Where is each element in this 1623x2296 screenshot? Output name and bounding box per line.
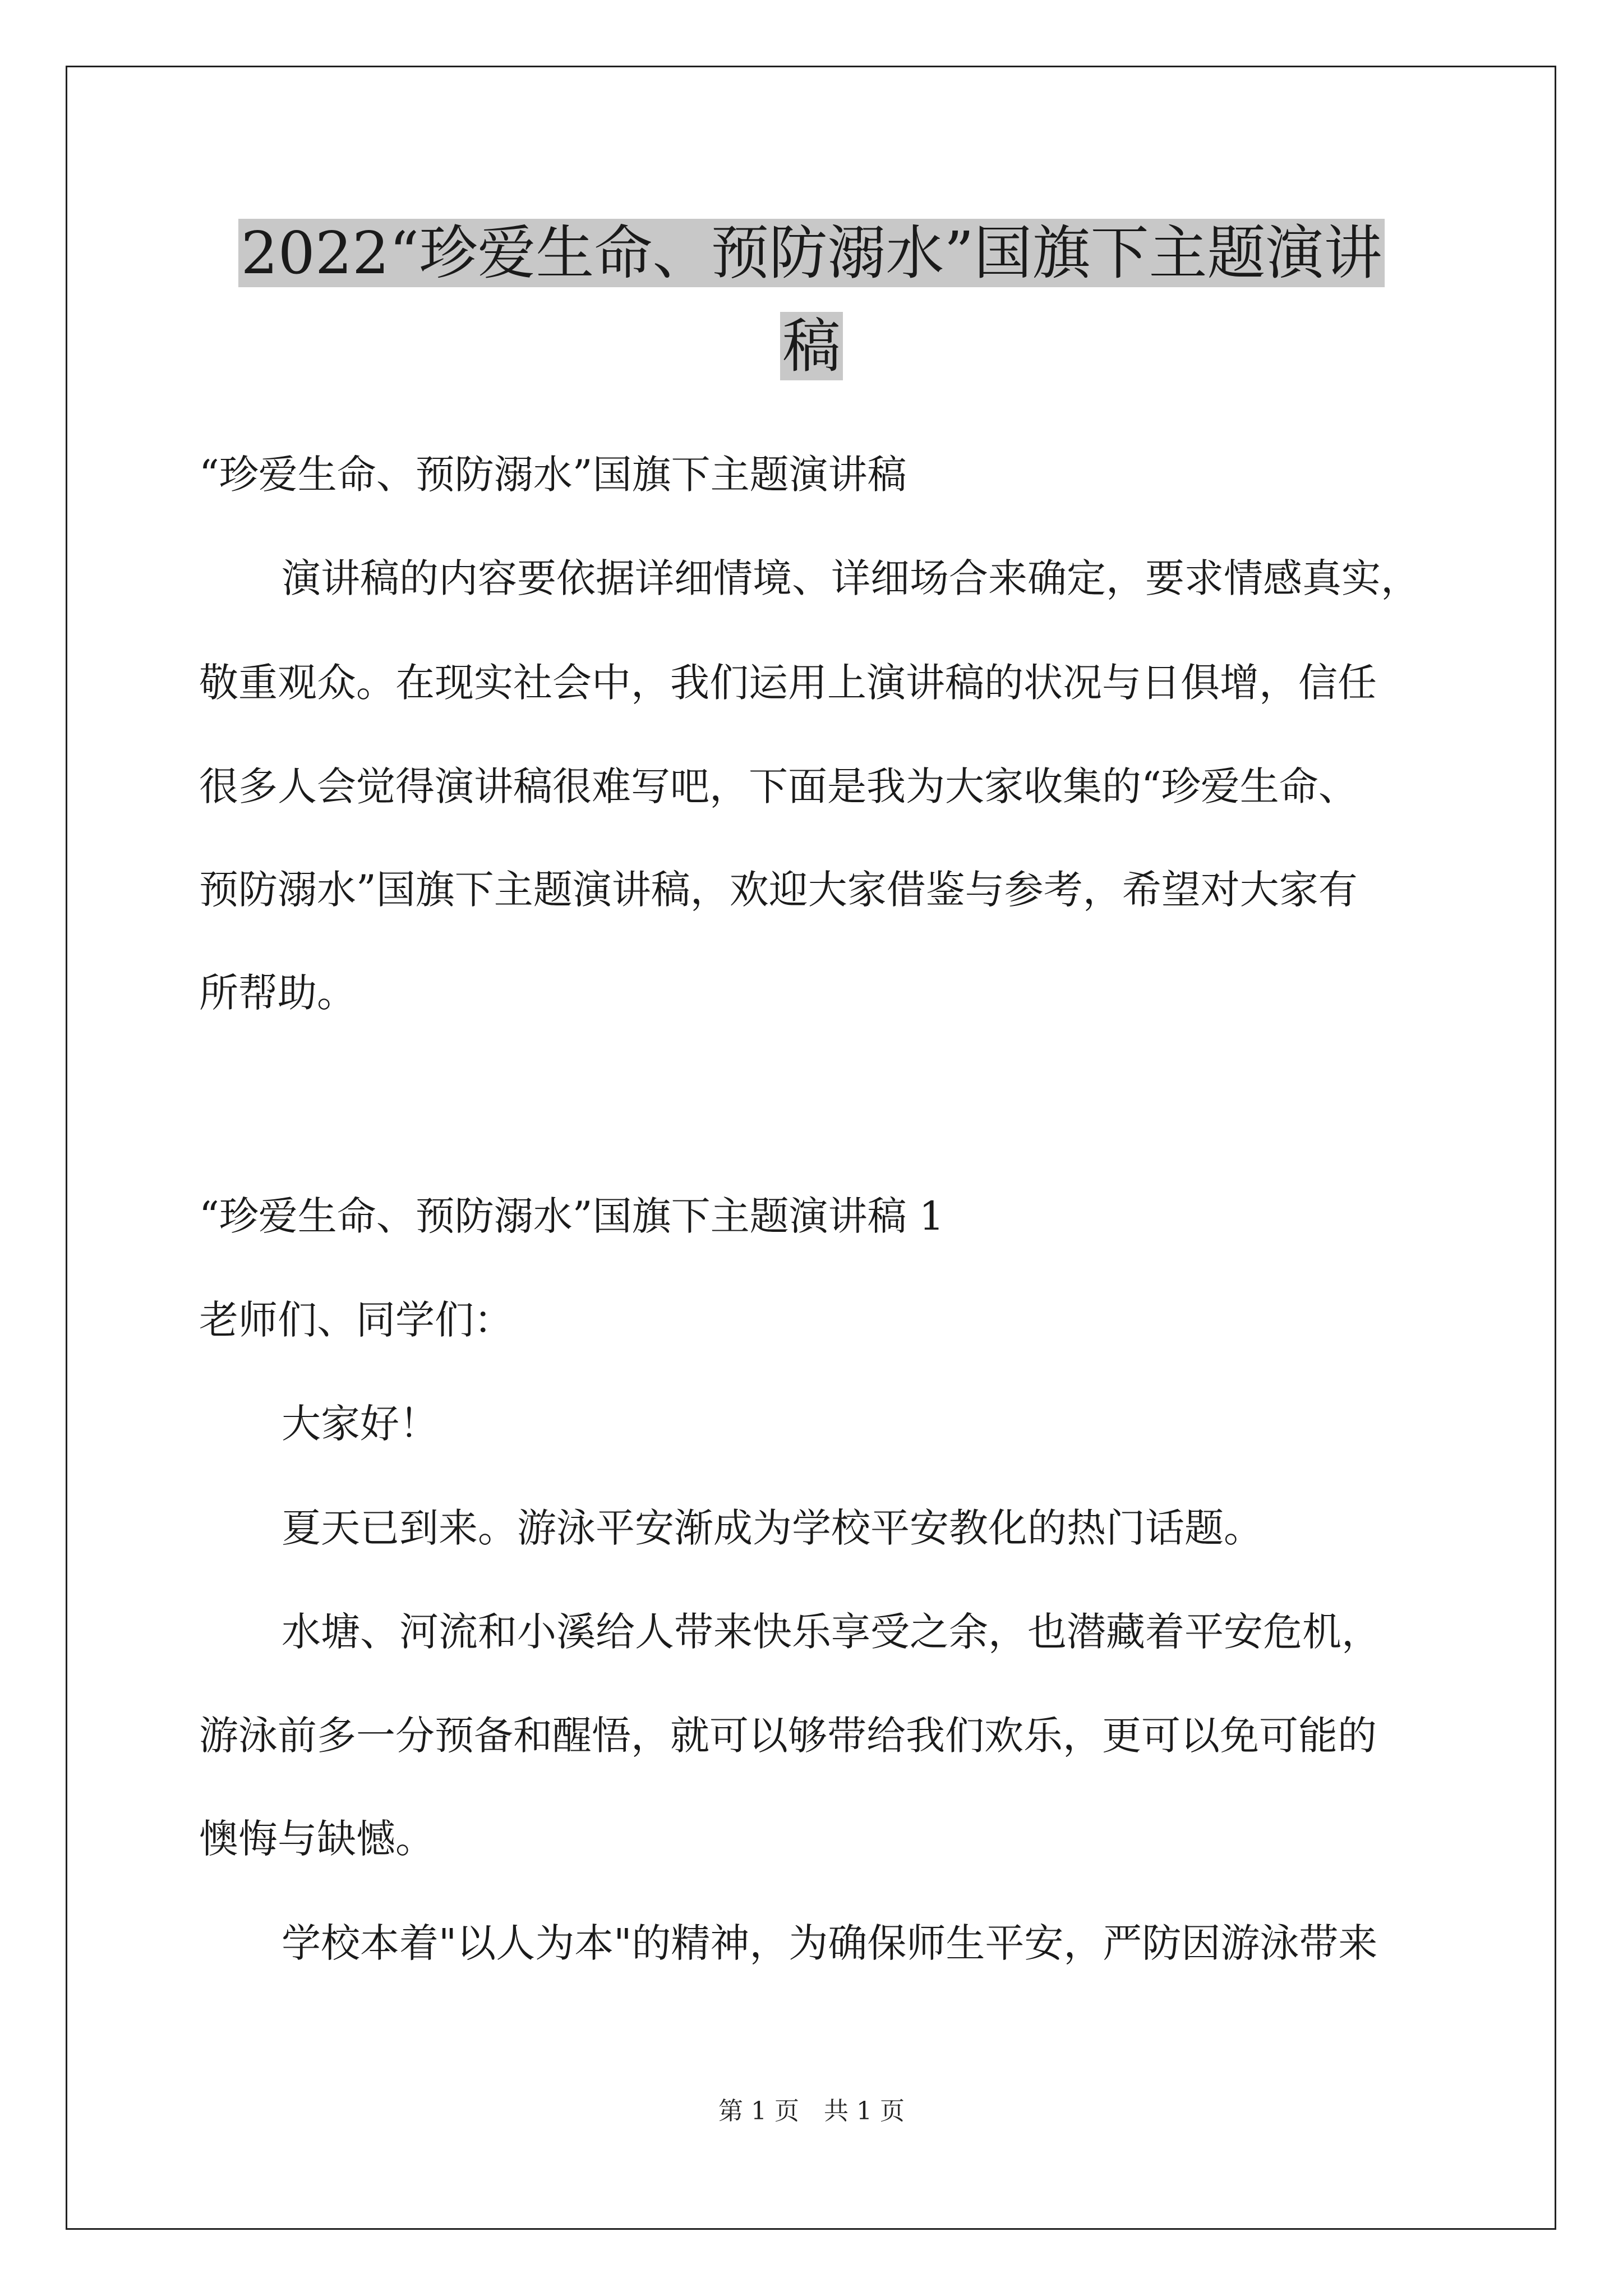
document-title (0, 206, 1623, 393)
body-line-3: 游泳前多一分预备和醒悟，就可以够带给我们欢乐，更可以免可能的 (199, 1713, 1377, 1759)
intro-line-5: 所帮助。 (199, 970, 356, 1016)
intro-line-2: 敬重观众。在现实社会中，我们运用上演讲稿的状况与日俱增，信任 (199, 660, 1377, 706)
title-line-2: 稿 (780, 312, 843, 380)
greeting: 大家好！ (282, 1401, 439, 1447)
title-line-1: 2022“珍爱生命、预防溺水”国旗下主题演讲 (238, 219, 1384, 287)
page-footer: 第 1 页 共 1 页 (718, 2097, 905, 2125)
intro-line-3: 很多人会觉得演讲稿很难写吧，下面是我为大家收集的“珍爱生命、 (199, 763, 1358, 809)
body-line-1: 夏天已到来。游泳平安渐成为学校平安教化的热门话题。 (282, 1505, 1263, 1551)
section-heading: “珍爱生命、预防溺水”国旗下主题演讲稿 1 (199, 1193, 944, 1239)
body-line-5: 学校本着"以人为本"的精神，为确保师生平安，严防因游泳带来 (282, 1920, 1378, 1966)
body-line-2: 水塘、河流和小溪给人带来快乐享受之余，也潜藏着平安危机， (282, 1609, 1381, 1655)
subtitle: “珍爱生命、预防溺水”国旗下主题演讲稿 (199, 452, 907, 498)
intro-line-1: 演讲稿的内容要依据详细情境、详细场合来确定，要求情感真实， (282, 555, 1420, 601)
body-line-4: 懊悔与缺憾。 (199, 1816, 435, 1862)
salutation: 老师们、同学们： (199, 1297, 513, 1343)
intro-line-4: 预防溺水”国旗下主题演讲稿，欢迎大家借鉴与参考，希望对大家有 (199, 867, 1358, 913)
